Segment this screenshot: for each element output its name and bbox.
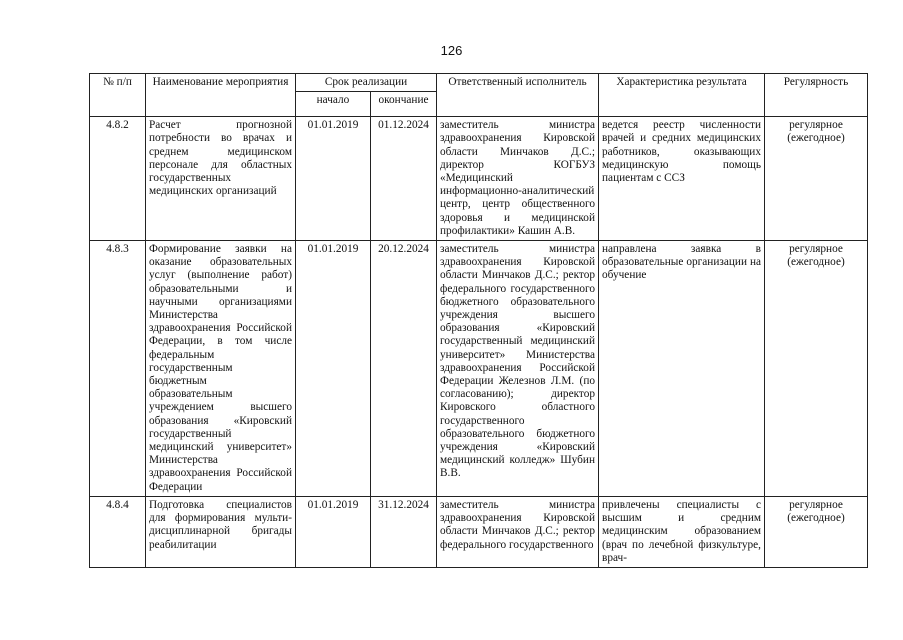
row-start-date: 01.01.2019 [296, 496, 371, 567]
page-number: 126 [440, 43, 463, 58]
row-name: Расчет прогнозной потребности во врачах и среднем медицинском персонале для областных государственных медицинских организаций [146, 117, 296, 241]
row-regularity: регулярное (ежегодное) [765, 496, 868, 567]
row-result: направлена заявка в образовательные организации на обучение [599, 241, 765, 497]
row-end-date: 20.12.2024 [371, 241, 437, 497]
header-row [90, 74, 868, 92]
header-start: начало [296, 92, 371, 117]
row-number: 4.8.3 [90, 241, 146, 497]
row-regularity: регулярное (ежегодное) [765, 117, 868, 241]
row-name: Формирование заявки на оказание образовательных услуг (выполнение работ) образовательными и научными организациями Министерства здравоохранения Российской Федерации, в том числе федеральным государственным бюджетным образовательным учреждением высшего образования «Кировский государственный медицинский университет» Министерства здравоохранения Российской Федерации [146, 241, 296, 497]
header-result: Характеристика результата [599, 74, 765, 117]
row-regularity: регулярное (ежегодное) [765, 241, 868, 497]
table-row [90, 496, 868, 567]
header-name: Наименование мероприятия [146, 74, 296, 117]
header-end: окончание [371, 92, 437, 117]
row-result: привлечены специалисты с высшим и средним медицинским образованием (врач по лечебной физкультуре, врач- [599, 496, 765, 567]
row-result: ведется реестр численности врачей и средних медицинских работников, оказывающих медицинскую помощь пациентам с ССЗ [599, 117, 765, 241]
plan-table [89, 73, 868, 568]
header-executor: Ответственный исполнитель [437, 74, 599, 117]
row-executor: заместитель министра здравоохранения Кировской области Минчаков Д.С.; ректор федерального государственного бюджетного образовательного учреждения высшего образования «Кировский государственный медицинский университет» Министерства здравоохранения Российской Федерации Железнов Л.М. (по согласованию); директор Кировского областного государственного образовательного бюджетного учреждения «Кировский медицинский колледж» Шубин В.В. [437, 241, 599, 497]
header-num: № п/п [90, 74, 146, 117]
row-start-date: 01.01.2019 [296, 241, 371, 497]
row-start-date: 01.01.2019 [296, 117, 371, 241]
row-end-date: 01.12.2024 [371, 117, 437, 241]
header-period: Срок реализации [296, 74, 437, 92]
header-regularity: Регулярность [765, 74, 868, 117]
row-number: 4.8.4 [90, 496, 146, 567]
row-executor: заместитель министра здравоохранения Кировской области Минчаков Д.С.; директор КОГБУЗ «Медицинский информационно-аналитический центр, центр общественного здоровья и медицинской профилактики» Кашин А.В. [437, 117, 599, 241]
row-end-date: 31.12.2024 [371, 496, 437, 567]
table-row [90, 117, 868, 241]
table-row [90, 241, 868, 497]
row-name: Подготовка специалистов для формирования мульти-дисциплинарной бригады реабилитации [146, 496, 296, 567]
row-number: 4.8.2 [90, 117, 146, 241]
row-executor: заместитель министра здравоохранения Кировской области Минчаков Д.С.; ректор федерального государственного [437, 496, 599, 567]
